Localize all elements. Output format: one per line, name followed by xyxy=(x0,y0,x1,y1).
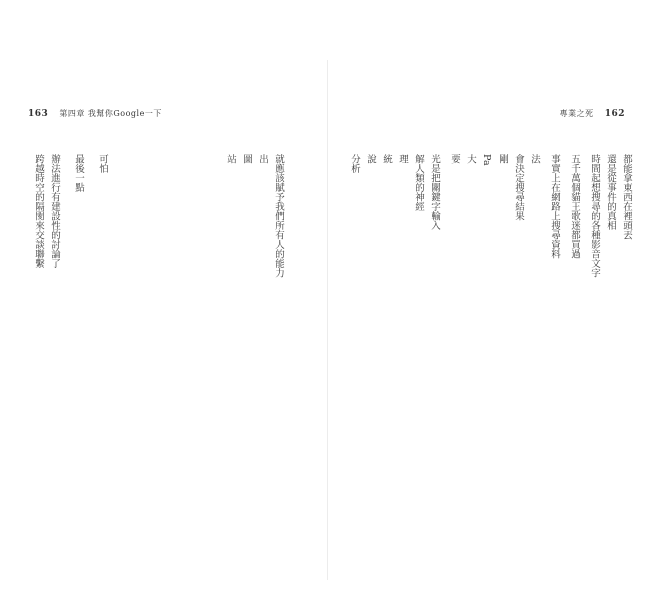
text-column: 就應該賦予我們所有人的能力 xyxy=(273,154,284,278)
page-number-left: 163 xyxy=(28,109,49,119)
text-column: 法 xyxy=(529,154,540,164)
text-column: 圖 xyxy=(241,154,252,164)
text-column: 事實上在網路上搜尋資料 xyxy=(549,154,560,259)
text-column: 可怕 xyxy=(97,154,108,173)
text-column: 剛 xyxy=(497,154,508,164)
text-column: 時間起想搜尋的各種影音文字 xyxy=(589,154,600,278)
text-column: 說 xyxy=(365,154,376,164)
text-column: 五千萬個貓王歌迷都買過 xyxy=(569,154,580,259)
text-column: 要 xyxy=(449,154,460,164)
text-column: 跨越時空的隔閡來交談聯繫 xyxy=(33,154,44,268)
text-column: 最後一點 xyxy=(73,154,84,192)
left-page xyxy=(0,0,327,609)
text-column: 大 xyxy=(465,154,476,164)
text-column: 辦法進行有建設性的討論了 xyxy=(49,154,60,268)
text-column: 會決定搜尋結果 xyxy=(513,154,524,221)
text-column: 分析 xyxy=(349,154,360,173)
chapter-section-title: 我幫你Google一下 xyxy=(87,109,162,118)
chapter-label: 第四章 xyxy=(59,109,85,118)
running-header-right xyxy=(560,108,625,119)
text-column: 解人類的神經 xyxy=(413,154,424,211)
text-column: 統 xyxy=(381,154,392,164)
page-number-right: 162 xyxy=(604,109,625,119)
right-page xyxy=(328,0,655,609)
text-column: 站 xyxy=(225,154,236,164)
text-column: 出 xyxy=(257,154,268,164)
text-column: 都能拿東西在裡頭丟 xyxy=(621,154,632,240)
text-column: 理 xyxy=(397,154,408,164)
text-column: 光是把關鍵字輸入 xyxy=(429,154,440,230)
text-column: Pa xyxy=(481,154,492,166)
text-column: 還是從事件的真相 xyxy=(605,154,616,230)
running-header-left xyxy=(28,108,162,119)
book-title-header: 專業之死 xyxy=(559,109,594,118)
